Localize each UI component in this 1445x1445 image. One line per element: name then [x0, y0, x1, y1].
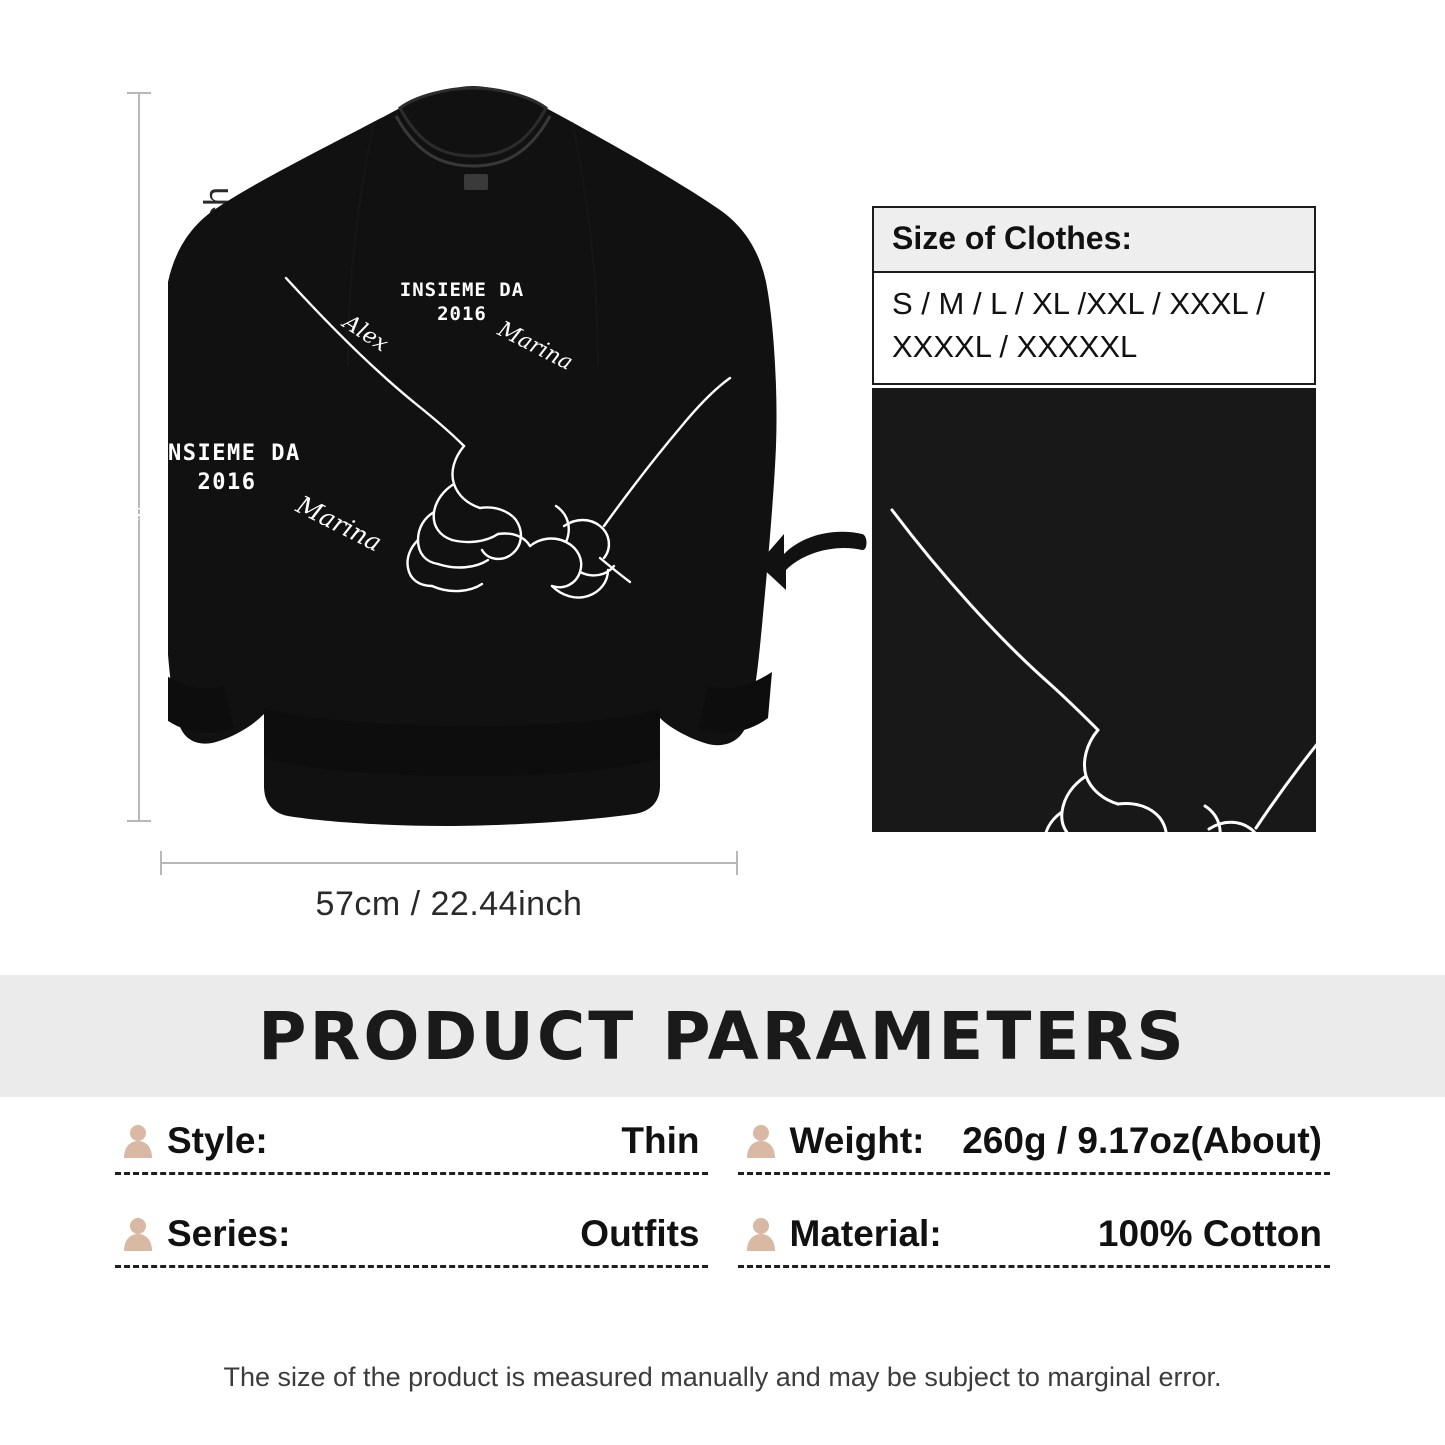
size-box-header: Size of Clothes:	[874, 208, 1314, 273]
page-title: PRODUCT PARAMETERS	[258, 997, 1187, 1075]
param-label: Style:	[167, 1120, 268, 1161]
param-cell	[100, 1213, 723, 1268]
param-value: Outfits	[580, 1213, 700, 1254]
product-parameters-banner	[0, 975, 1445, 1097]
param-label: Series:	[167, 1213, 291, 1254]
param-row-style	[115, 1120, 708, 1175]
param-row-series	[115, 1213, 708, 1268]
param-value: 100% Cotton	[1097, 1213, 1322, 1254]
param-row-material	[738, 1213, 1331, 1268]
param-value: Thin	[621, 1120, 700, 1161]
swatch-print-heading: INSIEME DA 2016	[153, 441, 301, 495]
param-label: Weight:	[789, 1120, 925, 1161]
param-cell	[723, 1120, 1346, 1175]
param-cell	[100, 1120, 723, 1175]
swatch-name-right: Marina	[291, 490, 387, 558]
person-icon	[746, 1124, 776, 1158]
print-heading: INSIEME DA 2016	[399, 279, 525, 326]
param-value: 260g / 9.17oz(About)	[962, 1120, 1322, 1161]
product-parameters-grid	[0, 1120, 1445, 1306]
size-of-clothes-box	[872, 206, 1316, 385]
person-icon	[746, 1217, 776, 1251]
print-name-right: Marina	[493, 317, 577, 376]
width-dimension-line	[160, 862, 738, 864]
person-icon	[123, 1124, 153, 1158]
design-detail-swatch	[872, 388, 1316, 832]
param-label: Material:	[789, 1213, 942, 1254]
swatch-name-left: Alex	[102, 482, 165, 537]
param-cell	[723, 1213, 1346, 1268]
size-box-sizes: S / M / L / XL /XXL / XXXL / XXXXL / XXXXXL	[892, 286, 1265, 364]
print-name-left: Alex	[338, 310, 393, 358]
param-row-weight	[738, 1120, 1331, 1175]
width-dimension-label: 57cm / 22.44inch	[315, 885, 583, 923]
person-icon	[123, 1217, 153, 1251]
measurement-disclaimer: The size of the product is measured manually and may be subject to marginal error.	[223, 1362, 1222, 1392]
arrow-icon	[758, 528, 868, 608]
